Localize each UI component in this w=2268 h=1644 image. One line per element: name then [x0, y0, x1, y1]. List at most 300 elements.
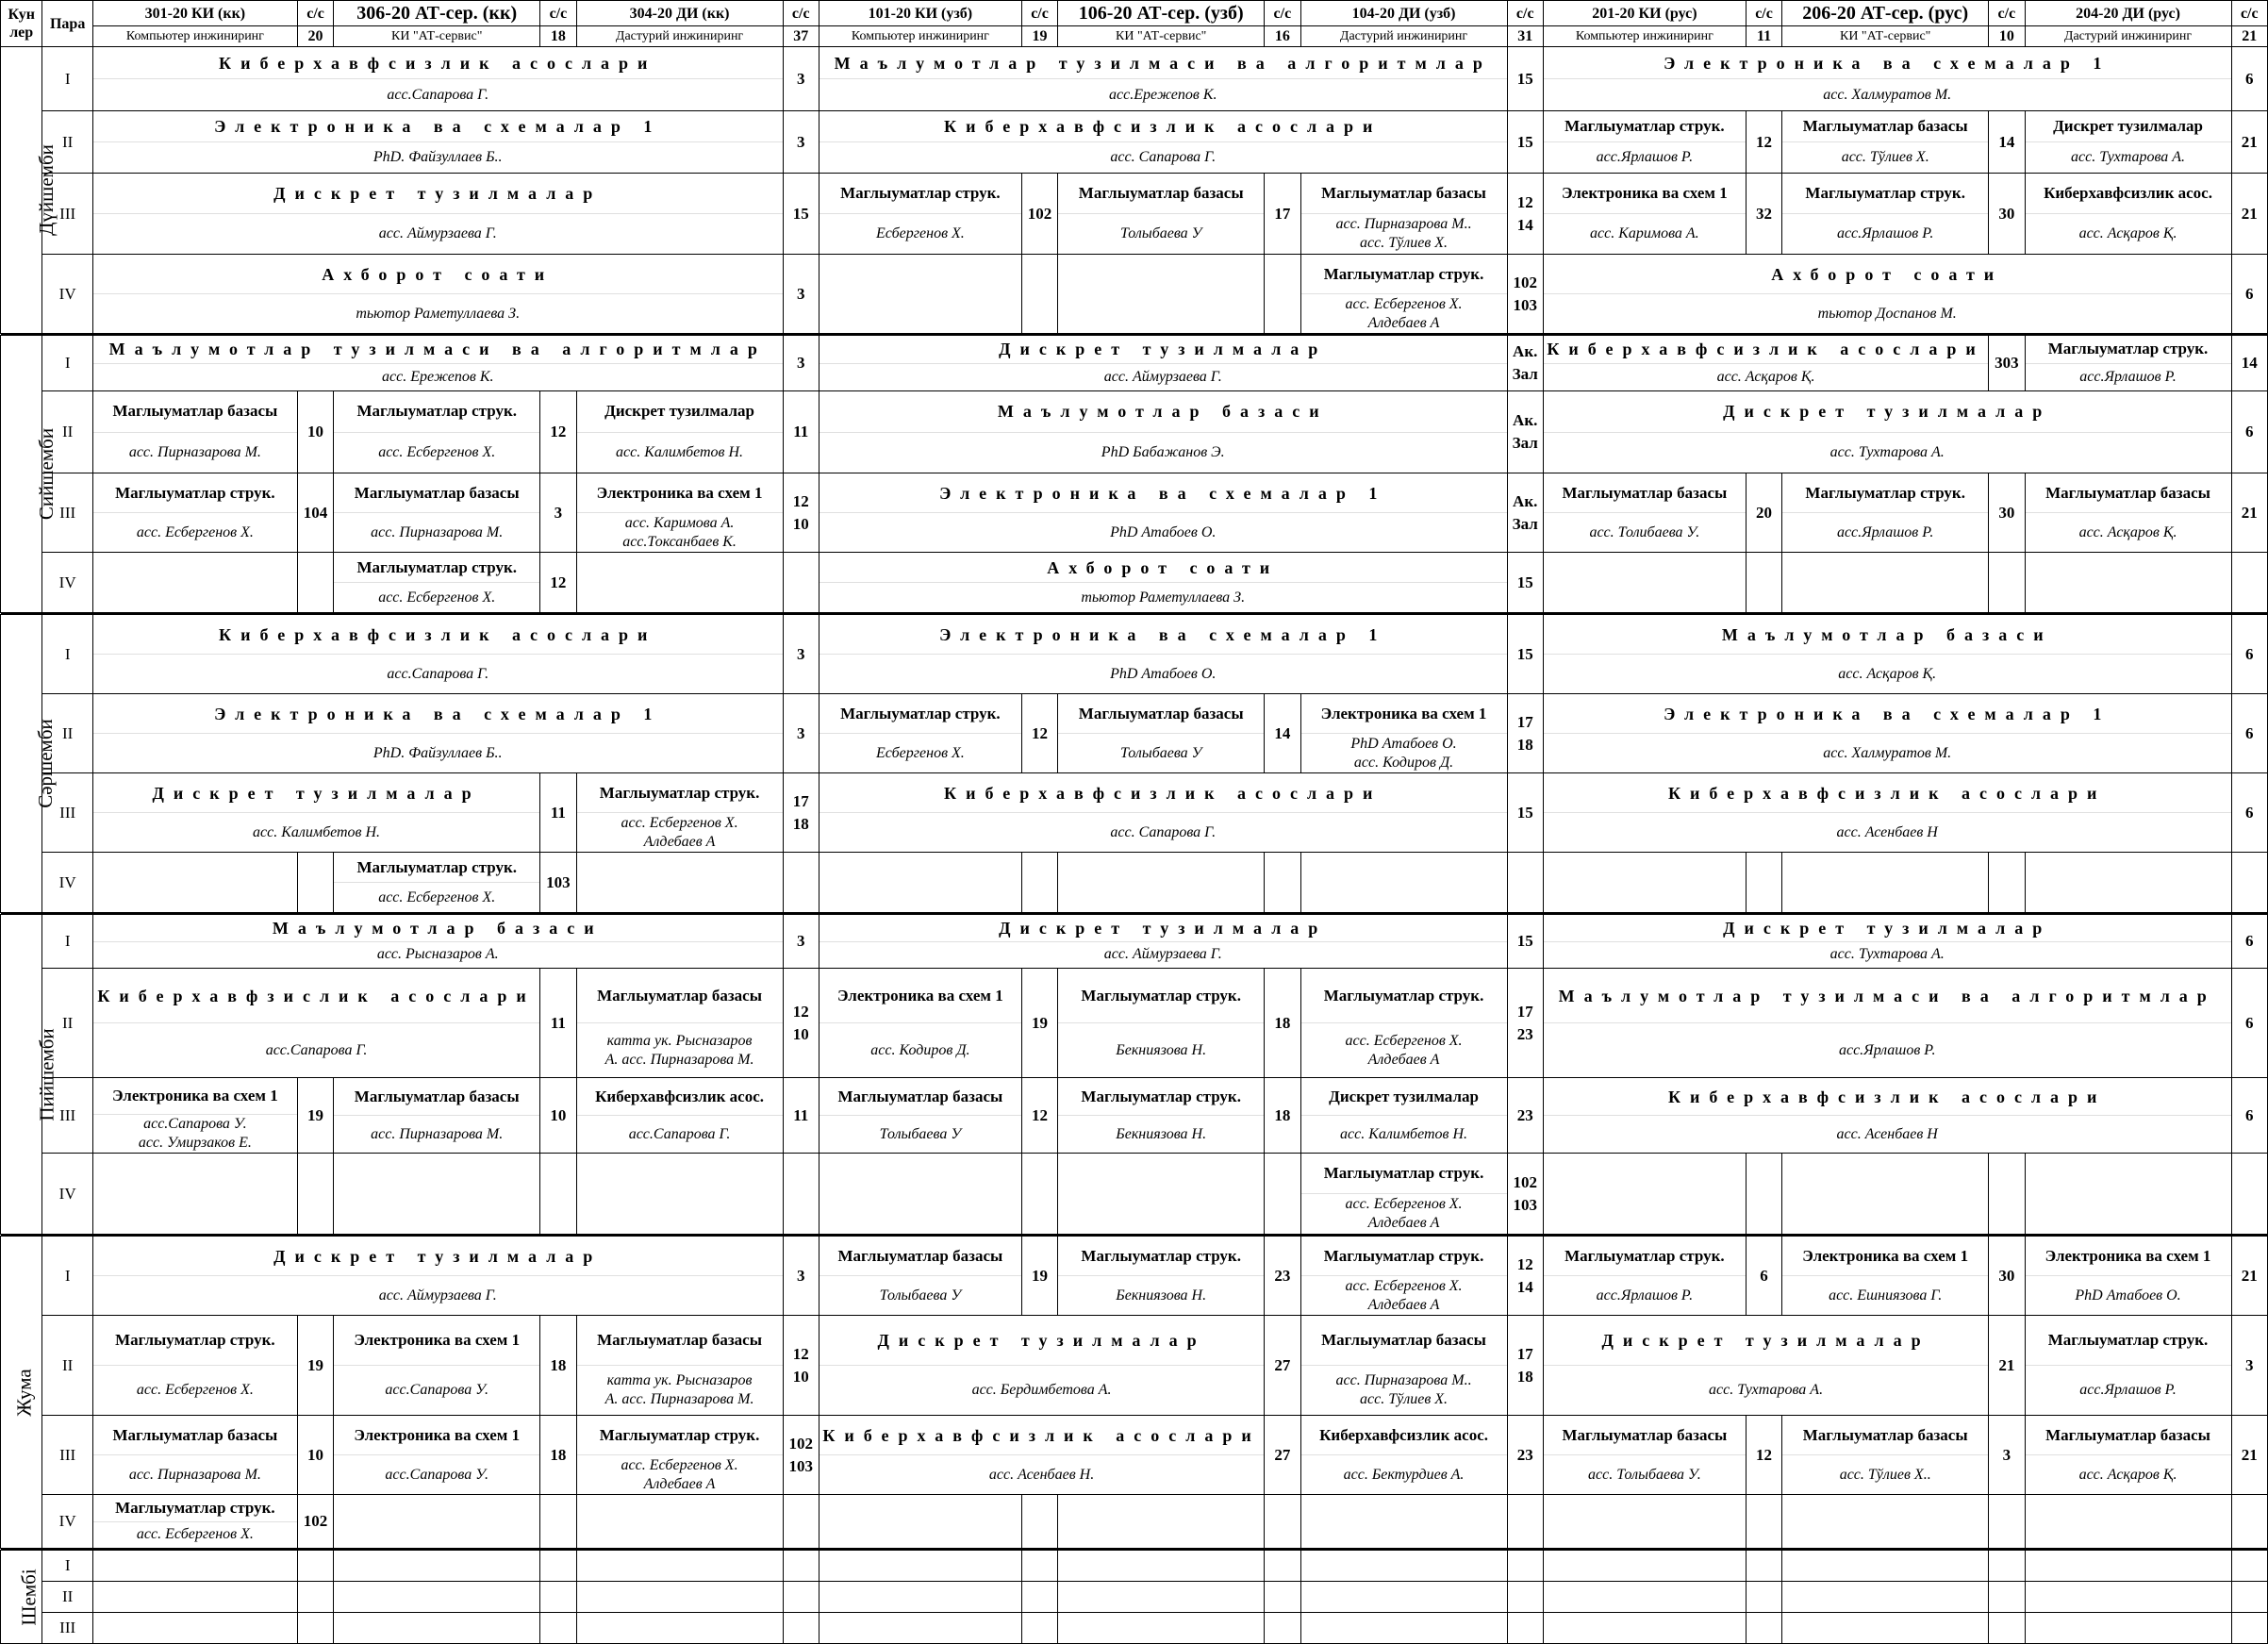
room-value: 30 — [1998, 1266, 2015, 1285]
lesson-teachers — [334, 1115, 539, 1153]
room-number — [2231, 773, 2267, 853]
room-number — [1746, 1416, 1781, 1495]
room-number — [2231, 391, 2267, 473]
group-specialty: Дастурий инжиниринг — [1300, 26, 1507, 47]
room-number — [2231, 255, 2267, 334]
lesson-title: Маглыуматлар базасы — [837, 1246, 1003, 1265]
day-label — [1, 47, 58, 334]
lesson-teachers — [1544, 213, 1746, 254]
lesson-title: Киберхавфсизлик асослари — [1668, 1087, 2107, 1106]
empty-cell — [2025, 1551, 2231, 1582]
lesson-title: Маглыуматлар струк. — [840, 184, 1001, 202]
lesson-cell — [1300, 255, 1507, 334]
room-number — [1989, 1154, 2025, 1235]
room-number — [1989, 1613, 2025, 1644]
room-number — [783, 969, 819, 1078]
group-count: 19 — [1021, 26, 1057, 47]
lesson-title: Маглыуматлар базасы — [1078, 184, 1244, 202]
teacher-name: асс. Есбергенов Х. — [1345, 1032, 1463, 1049]
room-number — [1021, 853, 1057, 913]
room-value: 23 — [1274, 1266, 1291, 1285]
empty-cell — [819, 1582, 1021, 1613]
para-number: I — [42, 1237, 92, 1316]
lesson — [93, 336, 783, 390]
room-number — [1507, 694, 1543, 773]
room-number — [1507, 1154, 1543, 1235]
teacher-name: асс. Тухтарова А. — [1829, 443, 1945, 460]
room-value: 17 — [792, 791, 809, 810]
teacher-name: асс.Сапарова У. — [385, 1382, 488, 1398]
lesson-cell — [92, 1416, 297, 1495]
empty-cell — [819, 853, 1021, 913]
lesson-teachers — [1544, 654, 2231, 693]
teacher-name: асс. Асқаров Қ. — [2078, 1466, 2177, 1483]
group-name: 301-20 КИ (кк) — [92, 1, 297, 26]
empty-cell — [92, 1582, 297, 1613]
lesson-title: Маглыуматлар базасы — [1802, 117, 1968, 135]
lesson-title: Электроника ва схем 1 — [111, 1087, 278, 1104]
lesson — [2026, 174, 2231, 254]
schedule-row — [1, 694, 2268, 773]
lesson-cell — [1543, 255, 2231, 334]
group-name: 201-20 КИ (рус) — [1543, 1, 1746, 26]
room-number — [1265, 1416, 1300, 1495]
lesson-title: Маглыуматлар базасы — [2045, 1425, 2210, 1444]
lesson — [1544, 615, 2231, 693]
lesson-title: Маглыуматлар струк. — [2047, 340, 2209, 358]
empty-cell — [2025, 1154, 2231, 1235]
room-value: 6 — [2245, 932, 2254, 950]
room-number — [783, 111, 819, 174]
teacher-name: асс. Асқаров Қ. — [2078, 523, 2177, 540]
room-number — [540, 1316, 576, 1416]
room-number — [297, 1551, 333, 1582]
teacher-name: асс. Асқаров Қ. — [1838, 665, 1937, 682]
lesson-title: Маглыуматлар струк. — [1564, 117, 1725, 135]
lesson-title: Маглыуматлар струк. — [599, 1425, 760, 1444]
room-value: 3 — [796, 723, 805, 742]
room-value: 103 — [1513, 1195, 1537, 1214]
teacher-name: Бекниязова Н. — [1116, 1287, 1207, 1304]
room-header: с/с — [1265, 1, 1300, 26]
teacher-name: PhD Атабоев О. — [1350, 735, 1457, 752]
lesson-title: Маглыуматлар струк. — [356, 402, 517, 421]
lesson-title: Электроника ва схемалар 1 — [939, 624, 1387, 644]
teacher-name: PhD. Файзуллаев Б.. — [372, 744, 503, 761]
room-value: 19 — [307, 1355, 324, 1374]
lesson-cell — [334, 553, 540, 613]
lesson-teachers — [93, 733, 783, 772]
lesson-teachers — [819, 1275, 1021, 1315]
teacher-name: асс.Ярлашов Р. — [1836, 225, 1934, 241]
room-number — [2231, 853, 2267, 913]
lesson — [1301, 1416, 1507, 1494]
lesson — [819, 174, 1021, 254]
teacher-name: асс. Калимбетов Н. — [1340, 1125, 1468, 1142]
room-header: с/с — [540, 1, 576, 26]
lesson-title: Электроника ва схем 1 — [836, 986, 1003, 1005]
lesson-teachers — [334, 882, 539, 912]
room-number — [1021, 1237, 1057, 1316]
para-number: II — [42, 111, 92, 174]
room-value: 21 — [1998, 1355, 2015, 1374]
schedule-row — [1, 615, 2268, 694]
lesson-cell — [1543, 773, 2231, 853]
lesson-title: Электроника ва схем 1 — [1802, 1246, 1969, 1265]
lesson-teachers — [2026, 363, 2231, 391]
room-number — [1989, 853, 2025, 913]
room-value: Ак. — [1513, 342, 1538, 360]
group-name: 204-20 ДИ (рус) — [2025, 1, 2231, 26]
room-value: 103 — [1513, 295, 1537, 314]
lesson — [819, 1237, 1021, 1315]
para-number: III — [42, 773, 92, 853]
room-value: 12 — [792, 491, 809, 510]
lesson-title: Киберхавфсизлик асослари — [219, 624, 657, 644]
lesson-title: Маълумотлар тузилмаси ва алгоритмлар — [834, 53, 1492, 73]
teacher-name: Алдебаев А — [1367, 314, 1440, 331]
lesson-cell — [1300, 1416, 1507, 1495]
teacher-name: асс. Асенбаев Н. — [988, 1466, 1095, 1483]
lesson-teachers — [93, 812, 539, 852]
para-number: IV — [42, 1154, 92, 1235]
empty-cell — [576, 853, 783, 913]
lesson — [93, 1495, 297, 1548]
teacher-name: катта ук. Рысназаров — [606, 1372, 753, 1388]
empty-cell — [576, 1613, 783, 1644]
teacher-name: PhD Атабоев О. — [1110, 665, 1217, 682]
room-number — [1265, 1078, 1300, 1154]
lesson-title: Киберхавфсизлик асослари — [219, 53, 657, 73]
lesson-teachers — [577, 1022, 783, 1077]
para-number: IV — [42, 1495, 92, 1549]
lesson — [93, 111, 783, 173]
para-number: III — [42, 1416, 92, 1495]
lesson-title: Маглыуматлар базасы — [837, 1087, 1003, 1105]
lesson-title: Маглыуматлар струк. — [1323, 986, 1484, 1005]
empty-cell — [2025, 1495, 2231, 1549]
room-value: 21 — [2241, 132, 2258, 151]
room-number — [297, 853, 333, 913]
lesson-title: Киберхавфсизлик асослари — [944, 117, 1382, 136]
lesson — [93, 1316, 297, 1415]
lesson-teachers — [1301, 213, 1507, 254]
room-number — [1989, 336, 2025, 391]
lesson-title: Электроника ва схемалар 1 — [214, 117, 662, 136]
lesson-cell — [1543, 915, 2231, 969]
lesson-teachers — [1544, 941, 2231, 969]
empty-cell — [1543, 853, 1746, 913]
room-number — [1265, 1495, 1300, 1549]
room-value: 14 — [1274, 723, 1291, 742]
teacher-name: асс. Есбергенов Х. — [1345, 295, 1463, 312]
room-number — [540, 969, 576, 1078]
room-number — [540, 1582, 576, 1613]
lesson — [1544, 694, 2231, 772]
teacher-name: асс. Халмуратов М. — [1823, 86, 1952, 103]
lesson-teachers — [1058, 1115, 1264, 1153]
lesson-cell — [1300, 174, 1507, 255]
room-number — [1746, 1551, 1781, 1582]
teacher-name: PhD Бабажанов Э. — [1101, 443, 1225, 460]
lesson-title: Маглыуматлар струк. — [115, 483, 275, 502]
room-number — [2231, 336, 2267, 391]
lesson — [577, 773, 783, 852]
lesson-teachers — [1544, 432, 2231, 473]
lesson-teachers — [1544, 78, 2231, 110]
room-number — [783, 336, 819, 391]
lesson — [1058, 694, 1264, 772]
lesson-cell — [819, 473, 1507, 553]
teacher-name: асс. Бердимбетова А. — [971, 1382, 1112, 1398]
lesson-teachers — [93, 363, 783, 391]
lesson-teachers — [1301, 1275, 1507, 1315]
room-number — [1507, 111, 1543, 174]
room-value: Зал — [1512, 434, 1538, 452]
para-number: I — [42, 336, 92, 391]
lesson-teachers — [2026, 512, 2231, 552]
room-value: 3 — [796, 932, 805, 950]
lesson — [2026, 1316, 2231, 1415]
lesson-title: Электроника ва схемалар 1 — [939, 483, 1387, 503]
lesson — [819, 47, 1507, 110]
lesson-title: Маглыуматлар струк. — [1323, 1246, 1484, 1265]
lesson — [1782, 1416, 1988, 1494]
lesson-title: Маглыуматлар струк. — [1323, 1164, 1484, 1182]
lesson — [1544, 47, 2231, 110]
lesson — [334, 553, 539, 612]
room-value: 15 — [1516, 132, 1533, 151]
lesson-cell — [576, 969, 783, 1078]
lesson — [93, 47, 783, 110]
day-label — [1, 615, 57, 913]
lesson — [1301, 1154, 1507, 1234]
room-number — [783, 1495, 819, 1549]
lesson — [1544, 773, 2231, 852]
room-value: 12 — [550, 573, 567, 591]
teacher-name: асс. Кодиров Д. — [870, 1041, 970, 1058]
lesson-teachers — [1782, 213, 1988, 254]
lesson-teachers — [577, 812, 783, 852]
teacher-name: асс. Тухтарова А. — [1829, 946, 1945, 963]
lesson-teachers — [2026, 141, 2231, 173]
empty-cell — [1058, 1582, 1265, 1613]
teacher-name: Толыбаева У — [1119, 744, 1202, 761]
lesson-teachers — [1544, 293, 2231, 333]
room-value: 21 — [2241, 1445, 2258, 1464]
room-value: 30 — [1998, 204, 2015, 223]
lesson-cell — [2025, 336, 2231, 391]
room-number — [783, 853, 819, 913]
empty-cell — [334, 1582, 540, 1613]
room-value: 14 — [1516, 215, 1533, 234]
teacher-name: асс. Есбергенов Х. — [136, 1526, 254, 1543]
day-name: Жума — [12, 1368, 36, 1417]
room-value: 3 — [796, 354, 805, 372]
group-specialty: Компьютер инжиниринг — [92, 26, 297, 47]
lesson-cell — [819, 969, 1021, 1078]
lesson-cell — [1300, 1154, 1507, 1235]
room-value: 15 — [1516, 573, 1533, 591]
empty-cell — [576, 1551, 783, 1582]
lesson-cell — [1782, 1416, 1989, 1495]
lesson-cell — [1782, 1237, 1989, 1316]
lesson-title: Маълумотлар базаси — [997, 402, 1329, 422]
empty-cell — [334, 1495, 540, 1549]
day-label — [1, 915, 58, 1235]
lesson-teachers — [1544, 1454, 1746, 1494]
room-number — [1989, 1582, 2025, 1613]
group-name: 104-20 ДИ (узб) — [1300, 1, 1507, 26]
lesson-title: Дискрет тузилмалар — [999, 340, 1328, 359]
room-value: 15 — [1516, 932, 1533, 950]
room-value: 12 — [792, 1002, 809, 1021]
schedule-row — [1, 473, 2268, 553]
room-value: 104 — [303, 503, 328, 522]
lesson-teachers — [1544, 1275, 1746, 1315]
lesson-cell — [92, 391, 297, 473]
empty-cell — [1058, 255, 1265, 334]
teacher-name: асс. Есбергенов Х. — [378, 589, 496, 606]
room-header: с/с — [1989, 1, 2025, 26]
room-number — [1746, 853, 1781, 913]
room-number — [1989, 1237, 2025, 1316]
room-value: 102 — [1027, 204, 1052, 223]
lesson-title: Маглыуматлар струк. — [356, 857, 517, 876]
lesson-teachers — [93, 941, 783, 969]
room-number — [1507, 1495, 1543, 1549]
lesson-cell — [819, 915, 1507, 969]
room-value: 18 — [550, 1445, 567, 1464]
room-number — [1021, 174, 1057, 255]
room-number — [1507, 174, 1543, 255]
lesson-teachers — [819, 363, 1507, 391]
empty-cell — [1300, 1551, 1507, 1582]
teacher-name: асс.Сапарова Г. — [265, 1041, 368, 1058]
lesson-cell — [1782, 473, 1989, 553]
lesson-cell — [2025, 1237, 2231, 1316]
empty-cell — [92, 853, 297, 913]
group-specialty: Дастурий инжиниринг — [2025, 26, 2231, 47]
room-number — [1507, 969, 1543, 1078]
teacher-name: асс.Сапарова Г. — [387, 665, 489, 682]
teacher-name: асс. Калимбетов Н. — [616, 443, 744, 460]
teacher-name: PhD Атабоев О. — [1110, 523, 1217, 540]
teacher-name: асс. Каримова А. — [1590, 225, 1699, 241]
para-number: II — [42, 969, 92, 1078]
room-value: 18 — [1516, 735, 1533, 754]
lesson-title: Маглыуматлар струк. — [599, 783, 760, 802]
lesson — [1301, 1316, 1507, 1415]
para-number: IV — [42, 255, 92, 334]
room-value: 32 — [1756, 204, 1773, 223]
room-value: 27 — [1274, 1445, 1291, 1464]
room-value: 17 — [1516, 1002, 1533, 1021]
lesson — [1782, 174, 1988, 254]
teacher-name: Алдебаев А — [643, 1475, 716, 1492]
lesson-cell — [1543, 174, 1746, 255]
lesson-title: Электроника ва схемалар 1 — [1664, 704, 2111, 723]
lesson-cell — [576, 473, 783, 553]
lesson — [819, 773, 1507, 852]
teacher-name: асс. Тўлиев Х. — [1360, 1391, 1449, 1407]
lesson-teachers — [2026, 213, 2231, 254]
lesson-title: Маглыуматлар струк. — [1564, 1246, 1725, 1265]
lesson-teachers — [93, 432, 297, 473]
teacher-name: асс. Аймурзаева Г. — [1103, 368, 1222, 385]
lesson-title: Маглыуматлар базасы — [1321, 184, 1486, 202]
schedule-row — [1, 1495, 2268, 1549]
room-value: 21 — [2241, 503, 2258, 522]
room-value: 20 — [1756, 503, 1773, 522]
teacher-name: асс. Пирназарова М. — [128, 1466, 261, 1483]
room-number — [297, 1495, 333, 1549]
room-value: 18 — [1274, 1105, 1291, 1124]
teacher-name: асс. Есбергенов Х. — [1345, 1196, 1463, 1212]
room-number — [1265, 694, 1300, 773]
empty-cell — [1058, 1495, 1265, 1549]
room-number — [1507, 1316, 1543, 1416]
lesson — [1544, 473, 1746, 552]
lesson-cell — [819, 773, 1507, 853]
room-number — [297, 1154, 333, 1235]
lesson-cell — [819, 1316, 1264, 1416]
lesson-cell — [819, 1237, 1021, 1316]
lesson-teachers — [93, 78, 783, 110]
room-value: 3 — [796, 69, 805, 88]
lesson — [1058, 1237, 1264, 1315]
room-value: 3 — [796, 644, 805, 663]
room-number — [297, 1316, 333, 1416]
room-value: 12 — [1516, 192, 1533, 211]
lesson-teachers — [1782, 141, 1988, 173]
lesson — [1544, 336, 1988, 390]
room-number — [1507, 255, 1543, 334]
empty-cell — [1543, 1495, 1746, 1549]
group-name: 106-20 АТ-сер. (узб) — [1058, 1, 1265, 26]
lesson-cell — [92, 473, 297, 553]
empty-cell — [819, 1551, 1021, 1582]
lesson-teachers — [93, 512, 297, 552]
lesson-teachers — [819, 141, 1507, 173]
lesson-cell — [92, 255, 783, 334]
lesson — [1782, 473, 1988, 552]
teacher-name: асс.Сапарова У. — [143, 1116, 247, 1132]
para-number: I — [42, 615, 92, 694]
lesson-title: Маглыуматлар струк. — [115, 1498, 275, 1517]
teacher-name: асс. Пирназарова М.. — [1335, 216, 1472, 232]
lesson-cell — [334, 473, 540, 553]
lesson-teachers — [93, 1275, 783, 1315]
lesson — [93, 1416, 297, 1494]
room-value: 6 — [2245, 803, 2254, 822]
teacher-name: асс. Пирназарова М.. — [1335, 1372, 1472, 1388]
room-value: 19 — [1032, 1013, 1049, 1032]
lesson-title: Киберхавфсизлик асос. — [2044, 184, 2212, 202]
lesson-cell — [92, 694, 783, 773]
lesson — [1301, 174, 1507, 254]
lesson-cell — [1300, 969, 1507, 1078]
room-number — [2231, 1416, 2267, 1495]
room-value: 6 — [1760, 1266, 1768, 1285]
room-number — [1746, 1582, 1781, 1613]
lesson-teachers — [1544, 141, 1746, 173]
header-para: Пара — [42, 1, 92, 47]
lesson — [2026, 1237, 2231, 1315]
lesson — [577, 969, 783, 1077]
room-value: 14 — [2241, 354, 2258, 372]
teacher-name: асс. Каримова А. — [624, 514, 735, 531]
